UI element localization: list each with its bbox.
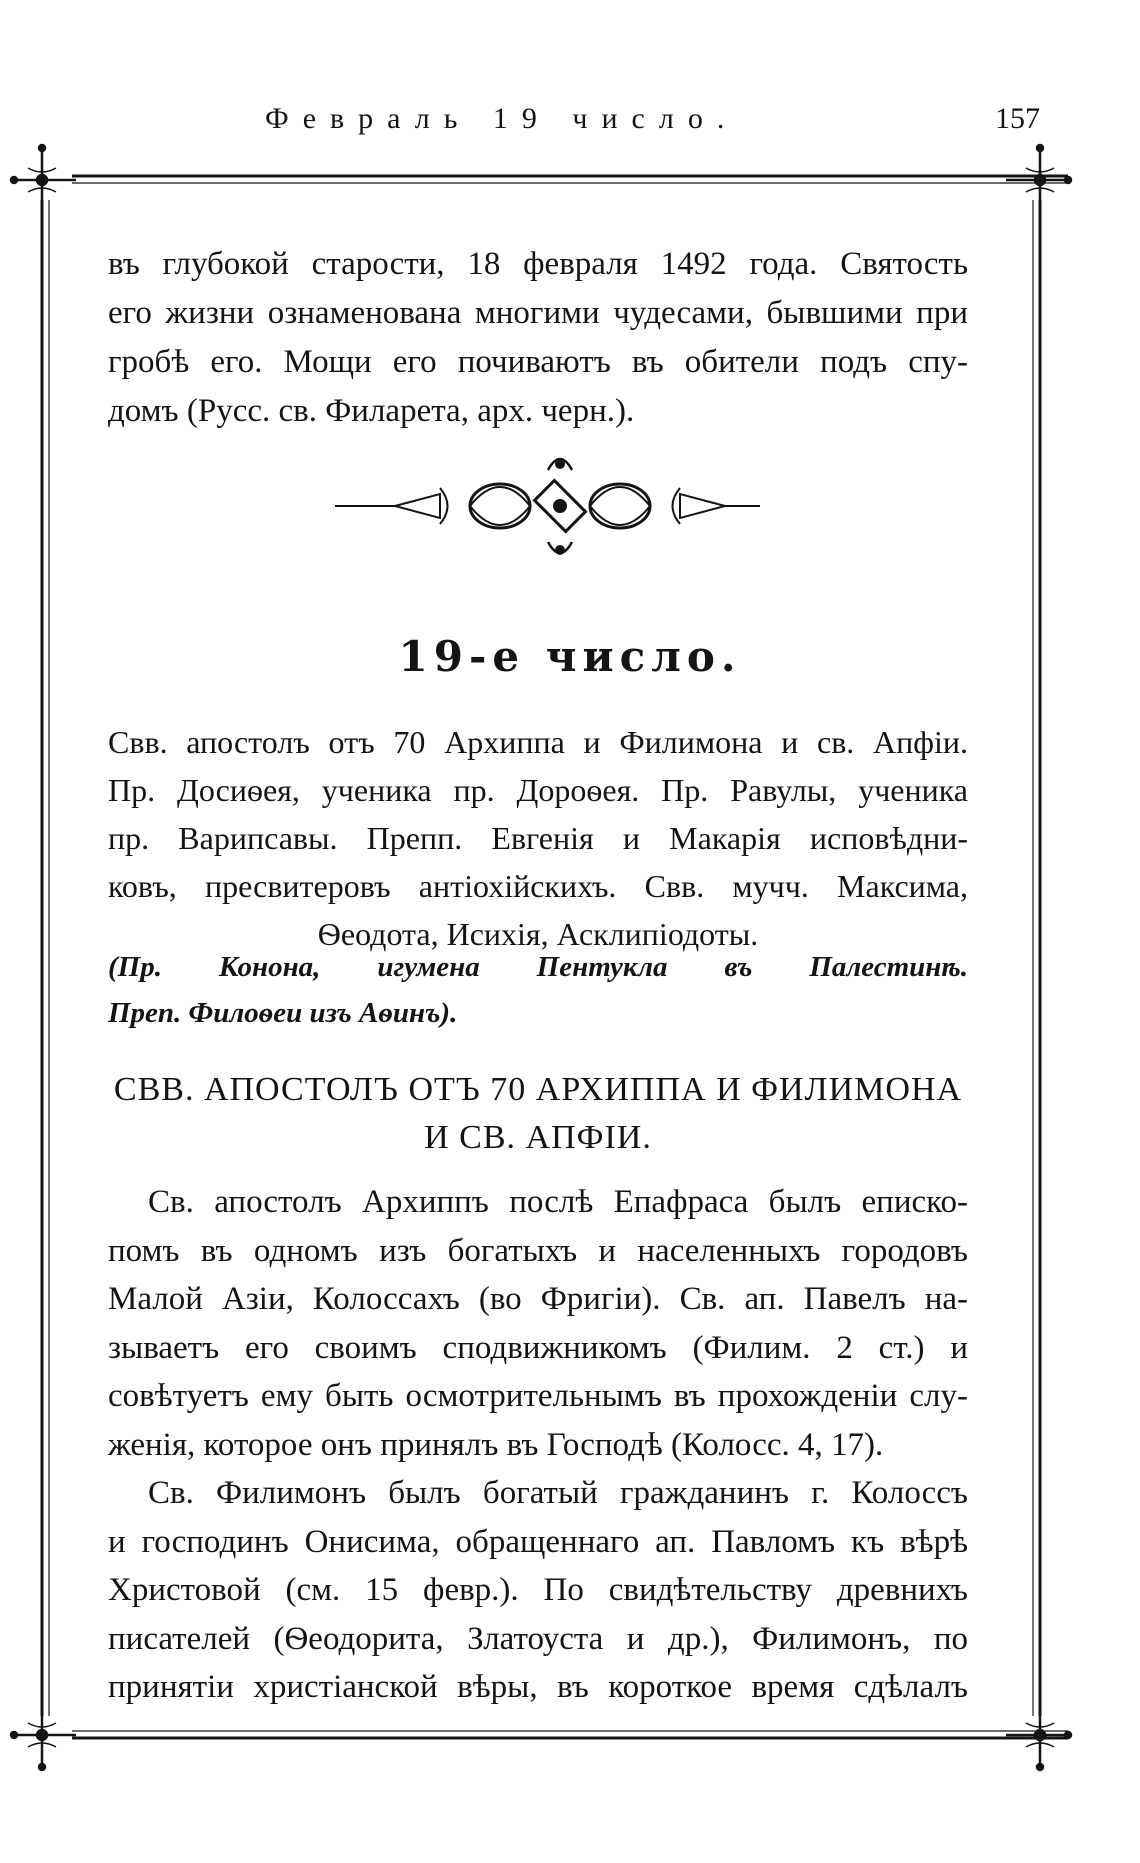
text-line: женія, которое онъ принялъ въ Господѣ (Колосс. 4, 17). [108,1426,884,1463]
commemorations [108,944,968,1036]
text-line: помъ въ одномъ изъ богатыхъ и населенныхъ городовъ [108,1232,968,1269]
text-line: Ѳеодота, Исихія, Асклипіодоты. [317,916,759,952]
section-title-line: И СВ. АПФІИ. [424,1119,652,1156]
ornament-divider-icon [0,448,1140,558]
text-line: въ глубокой старости, 18 февраля 1492 года. Святость [108,246,968,282]
text-line: Пр. Досиѳея, ученика пр. Дороѳея. Пр. Равулы, ученика [108,772,968,808]
page-number: 157 [995,102,1040,135]
text-line: совѣтуетъ ему быть осмотрительнымъ въ прохожденіи слу- [108,1378,968,1414]
section-title-line: СВВ. АПОСТОЛЪ ОТЪ 70 АРХИППА И ФИЛИМОНА [113,1071,963,1108]
text-line: Преп. Филоѳеи изъ Аѳинъ). [108,997,458,1029]
text-line: Свв. апостолъ отъ 70 Архиппа и Филимона и св. Апфіи. [108,724,968,760]
text-line: домъ (Русс. св. Филарета, арх. черн.). [108,393,635,429]
text-line: Св. Филимонъ былъ богатый гражданинъ г. Колоссъ [148,1475,968,1511]
intro-paragraph [108,240,968,436]
saints-list [108,718,968,958]
text-line: зываетъ его своимъ сподвижникомъ (Филим. 2 ст.) и [108,1329,968,1366]
body-text [108,1178,968,1712]
day-heading: 19-е число. [398,632,742,681]
text-line: Христовой (см. 15 февр.). По свидѣтельству древнихъ [108,1572,968,1608]
text-line: гробѣ его. Мощи его почиваютъ въ обители подъ спу- [108,344,968,380]
text-line: Св. апостолъ Архиппъ послѣ Епафраса былъ еписко- [148,1184,968,1220]
text-line: его жизни ознаменована многими чудесами, бывшими при [108,295,968,331]
section-title [108,1066,968,1162]
text-line: (Пр. Конона, игумена Пентукла въ Палестинѣ. [108,951,968,983]
text-line: писателей (Ѳеодорита, Златоуста и др.), Филимонъ, по [108,1620,968,1657]
running-title: Февраль 19 число. [265,102,739,135]
text-line: пр. Варипсавы. Препп. Евгенія и Макарія исповѣдни- [108,820,968,856]
text-line: ковъ, пресвитеровъ антіохійскихъ. Свв. мучч. Максима, [108,868,968,904]
text-line: и господинъ Онисима, обращеннаго ап. Павломъ къ вѣрѣ [108,1523,968,1560]
text-line: Малой Азіи, Колоссахъ (во Фригіи). Св. ап. Павелъ на- [108,1281,968,1317]
text-line: принятіи христіанской вѣры, въ короткое время сдѣлалъ [108,1669,968,1705]
